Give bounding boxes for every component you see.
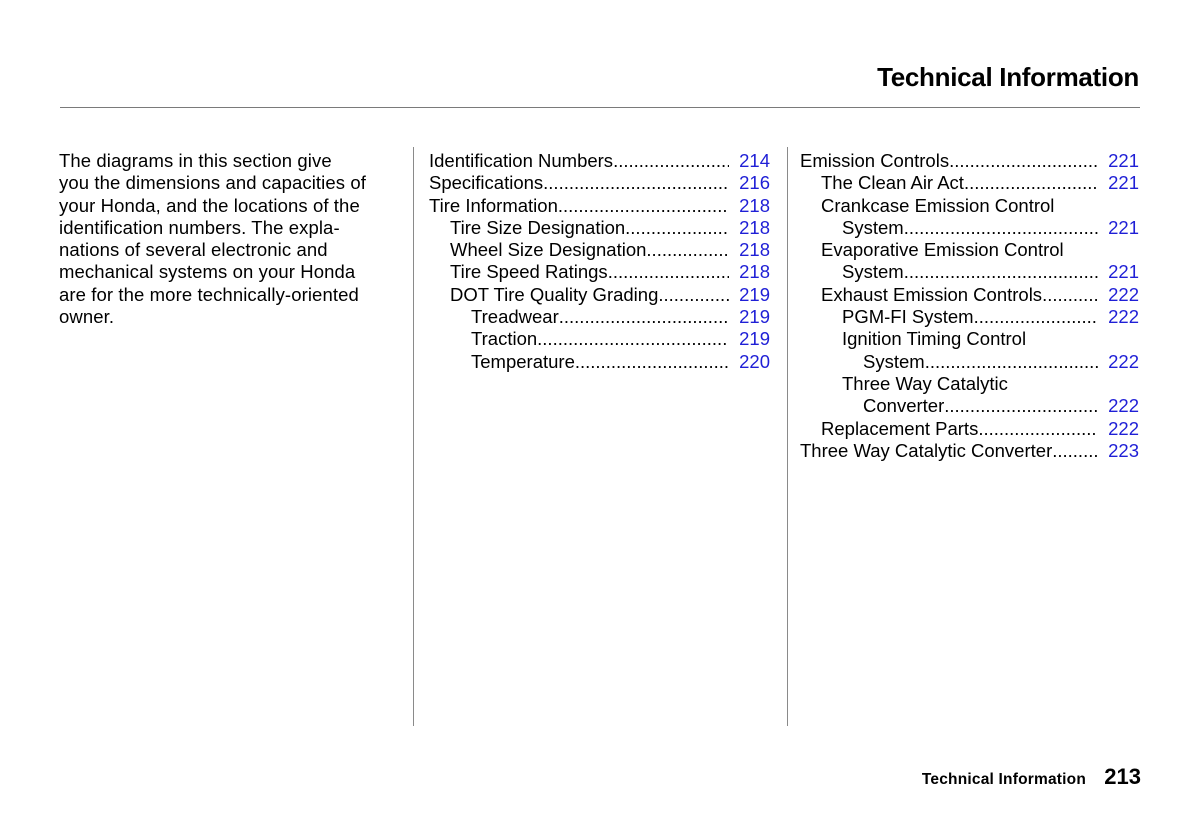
- dot-leader: [964, 172, 1098, 194]
- dot-leader: [1052, 440, 1098, 462]
- toc-page-link[interactable]: 220: [739, 350, 770, 372]
- toc-entry-crankcase-heading: Crankcase Emission Control: [821, 194, 1055, 216]
- toc-entry-temperature[interactable]: [429, 351, 770, 373]
- dot-leader: [558, 195, 729, 217]
- toc-entry-label: System: [842, 261, 904, 283]
- dot-leader: [904, 261, 1098, 283]
- toc-page-link[interactable]: 216: [739, 172, 770, 194]
- toc-entry-label: Treadwear: [471, 306, 559, 328]
- toc-entry-label: The Clean Air Act: [821, 172, 964, 194]
- toc-column-right: [800, 150, 1139, 462]
- dot-leader: [608, 261, 729, 283]
- dot-leader: [1042, 284, 1098, 306]
- toc-entry-label: Tire Speed Ratings: [450, 261, 608, 283]
- toc-entry-crankcase-system[interactable]: [800, 217, 1139, 239]
- toc-page-link[interactable]: 222: [1108, 283, 1139, 305]
- toc-page-link[interactable]: 223: [1108, 439, 1139, 461]
- dot-leader: [625, 217, 729, 239]
- toc-entry-treadwear[interactable]: [429, 306, 770, 328]
- toc-entry-label: DOT Tire Quality Grading: [450, 283, 659, 305]
- toc-entry-label: Traction: [471, 328, 538, 350]
- toc-page-link[interactable]: 222: [1108, 417, 1139, 439]
- intro-line: your Honda, and the locations of the: [59, 194, 360, 216]
- dot-leader: [575, 351, 729, 373]
- intro-line: identification numbers. The expla-: [59, 216, 340, 238]
- toc-page-link[interactable]: 218: [739, 261, 770, 283]
- toc-entry-label: Converter: [863, 395, 945, 417]
- page-title: Technical Information: [877, 62, 1139, 92]
- toc-entry-label: Wheel Size Designation: [450, 239, 647, 261]
- dot-leader: [658, 284, 729, 306]
- intro-line: you the dimensions and capacities of: [59, 172, 366, 194]
- dot-leader: [646, 239, 729, 261]
- intro-paragraph: [59, 150, 399, 328]
- toc-entry-label: Specifications: [429, 172, 544, 194]
- toc-entry-dot-tire-quality-grading[interactable]: [429, 284, 770, 306]
- dot-leader: [949, 150, 1098, 172]
- toc-entry-exhaust-emission-controls[interactable]: [800, 284, 1139, 306]
- column-divider-right: [787, 147, 788, 726]
- dot-leader: [944, 395, 1098, 417]
- title-divider: [60, 107, 1140, 108]
- toc-entry-label: Identification Numbers: [429, 150, 614, 171]
- footer-section-label: Technical Information: [921, 771, 1086, 788]
- toc-entry-ignition-system[interactable]: [800, 351, 1139, 373]
- toc-page-link[interactable]: 218: [739, 216, 770, 238]
- toc-page-link[interactable]: 214: [739, 150, 770, 171]
- toc-page-link[interactable]: 221: [1108, 150, 1139, 171]
- toc-page-link[interactable]: 222: [1108, 395, 1139, 417]
- intro-line: nations of several electronic and: [59, 239, 328, 261]
- toc-entry-label: Temperature: [471, 350, 575, 372]
- toc-entry-twc-converter[interactable]: [800, 395, 1139, 417]
- toc-page-link[interactable]: 221: [1108, 261, 1139, 283]
- toc-entry-label: Exhaust Emission Controls: [821, 283, 1043, 305]
- toc-entry-identification-numbers[interactable]: [429, 150, 770, 172]
- intro-line: The diagrams in this section give: [59, 150, 332, 171]
- toc-column-middle: [429, 150, 770, 373]
- toc-entry-label: PGM-FI System: [842, 306, 974, 328]
- toc-entry-replacement-parts[interactable]: [800, 418, 1139, 440]
- dot-leader: [559, 306, 729, 328]
- dot-leader: [537, 328, 729, 350]
- toc-entry-clean-air-act[interactable]: [800, 172, 1139, 194]
- toc-page-link[interactable]: 218: [739, 194, 770, 216]
- toc-entry-label: System: [863, 350, 925, 372]
- dot-leader: [904, 217, 1098, 239]
- toc-page-link[interactable]: 219: [739, 283, 770, 305]
- toc-entry-evaporative-system[interactable]: [800, 261, 1139, 283]
- intro-line: are for the more technically-oriented: [59, 283, 359, 305]
- toc-entry-label: Tire Size Designation: [450, 216, 626, 238]
- intro-line: mechanical systems on your Honda: [59, 261, 356, 283]
- toc-page-link[interactable]: 221: [1108, 216, 1139, 238]
- toc-entry-tire-speed-ratings[interactable]: [429, 261, 770, 283]
- toc-entry-pgm-fi-system[interactable]: [800, 306, 1139, 328]
- toc-entry-wheel-size-designation[interactable]: [429, 239, 770, 261]
- toc-entry-label: Three Way Catalytic Converter: [800, 439, 1053, 461]
- intro-line: owner.: [59, 306, 115, 328]
- toc-page-link[interactable]: 222: [1108, 306, 1139, 328]
- dot-leader: [613, 150, 729, 172]
- dot-leader: [543, 172, 729, 194]
- toc-entry-label: Replacement Parts: [821, 417, 979, 439]
- dot-leader: [925, 351, 1098, 373]
- toc-entry-traction[interactable]: [429, 328, 770, 350]
- dot-leader: [978, 418, 1098, 440]
- toc-entry-evaporative-heading: Evaporative Emission Control: [821, 239, 1064, 261]
- toc-entry-tire-size-designation[interactable]: [429, 217, 770, 239]
- toc-entry-three-way-catalytic-converter[interactable]: [800, 440, 1139, 462]
- toc-page-link[interactable]: 222: [1108, 350, 1139, 372]
- toc-page-link[interactable]: 218: [739, 239, 770, 261]
- toc-page-link[interactable]: 219: [739, 306, 770, 328]
- toc-entry-tire-information[interactable]: [429, 195, 770, 217]
- column-divider-left: [413, 147, 414, 726]
- toc-entry-ignition-heading: Ignition Timing Control: [842, 328, 1027, 350]
- footer-page-number: 213: [1104, 764, 1141, 789]
- toc-entry-label: System: [842, 216, 904, 238]
- toc-entry-specifications[interactable]: [429, 172, 770, 194]
- toc-entry-label: Tire Information: [429, 194, 558, 216]
- toc-page-link[interactable]: 219: [739, 328, 770, 350]
- toc-page-link[interactable]: 221: [1108, 172, 1139, 194]
- toc-entry-twc-heading: Three Way Catalytic: [842, 372, 1008, 394]
- toc-entry-label: Emission Controls: [800, 150, 950, 171]
- dot-leader: [974, 306, 1099, 328]
- toc-entry-emission-controls[interactable]: [800, 150, 1139, 172]
